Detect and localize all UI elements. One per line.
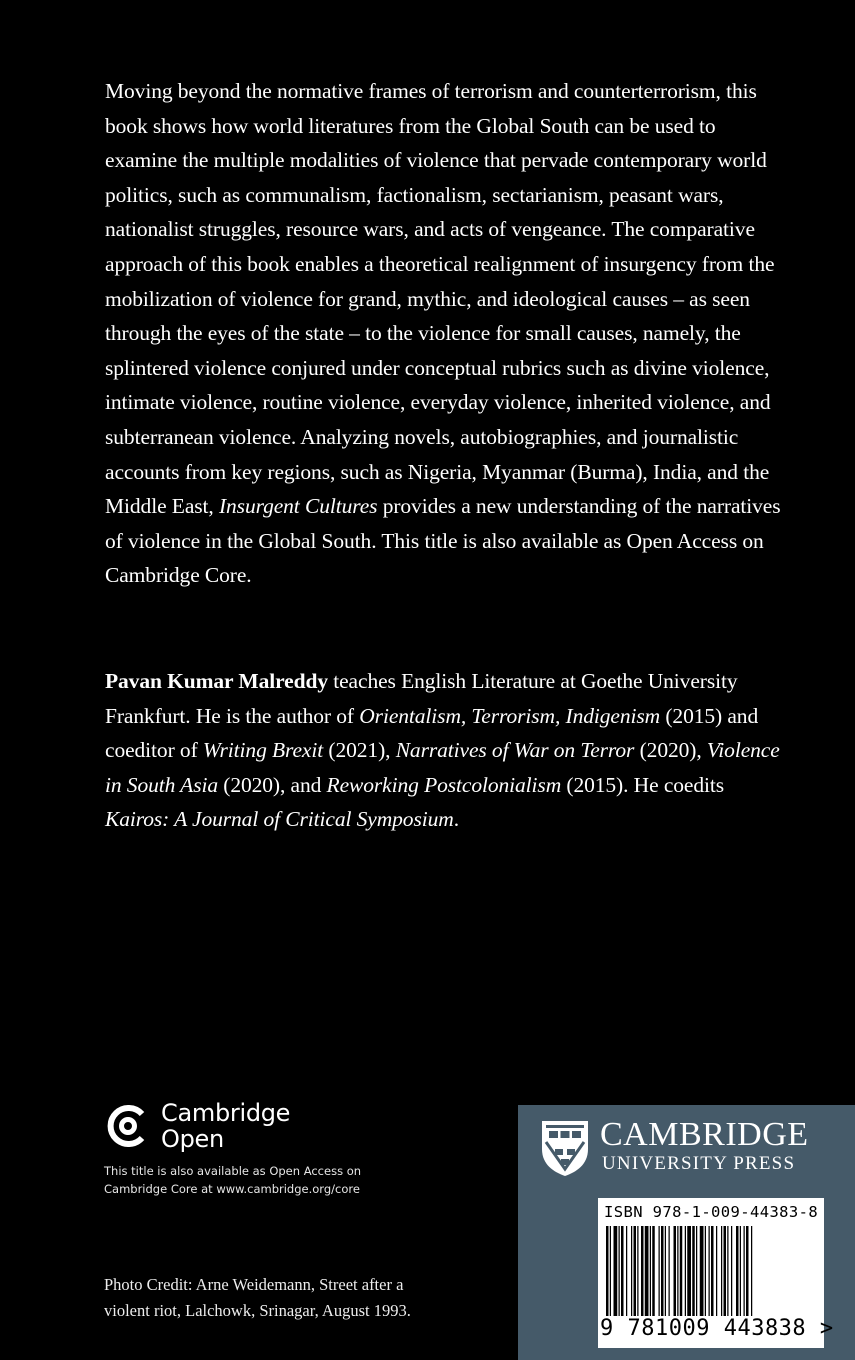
description-text: Moving beyond the normative frames of terrorism and counterterrorism, this book shows how world literatures from the Global South can be used to examine the multiple modalities of violence that pervade contemporary world politics, such as communalism, factionalism, sectarianism, peasant wars, nationalist struggles, resource wars, and acts of vengeance. The comparative approach of this book enables a theoretical realignment of insurgency from the mobilization of violence for grand, mythic, and ideological causes – as seen through the eyes of the state – to the violence for small causes, namely, the splintered violence conjured under conceptual rubrics such as divine violence, intimate violence, routine violence, everyday violence, inherited violence, and subterranean violence. Analyzing novels, autobiographies, and journalistic accounts from key regions, such as Nigeria, Myanmar (Burma), India, and the Middle East, (105, 79, 775, 519)
book-ref: Reworking Postcolonialism (326, 772, 562, 797)
barcode-digits: 9 781009 443838 > (600, 1316, 834, 1341)
author-name: Pavan Kumar Malreddy (105, 669, 328, 693)
book-ref: Narratives of War on Terror (395, 738, 635, 763)
journal-ref: Kairos: A Journal of Critical Symposium (105, 807, 454, 832)
book-ref: Orientalism, Terrorism, Indigenism (359, 703, 661, 728)
author-bio: Pavan Kumar Malreddy teaches English Literature at Goethe University Frankfurt. He is the author of Orientalism, Terrorism, Indigenism (2015) and coeditor of Writing Brexit (2021), Narratives of War on Terror (2020), Violence in South Asia (2020), and Reworking Postcolonialism (2015). He coedits Kairos: A Journal of Critical Symposium. (105, 669, 780, 832)
book-description (105, 74, 785, 593)
isbn-label: ISBN 978-1-009-44383-8 (604, 1203, 819, 1221)
university-crest-icon (540, 1119, 590, 1177)
isbn-barcode (598, 1198, 834, 1348)
book-ref: Writing Brexit (202, 738, 324, 763)
book-title-italic: Insurgent Cultures (218, 494, 378, 519)
publisher-panel (518, 1105, 855, 1360)
open-access-note: This title is also available as Open Access on Cambridge Core at www.cambridge.org/core (104, 1164, 362, 1196)
cambridge-open-logo-icon (104, 1102, 152, 1150)
barcode-bars (602, 1226, 820, 1316)
photo-credit: Photo Credit: Arne Weidemann, Street after a violent riot, Lalchowk, Srinagar, August 1993. (104, 1275, 411, 1320)
cambridge-open-wordmark: Cambridge Open (161, 1099, 291, 1153)
book-ref: Violence in South Asia (105, 738, 780, 797)
description-text-end: provides a new understanding of the narratives of violence in the Global South. This title is also available as Open Access on Cambridge Core. (105, 494, 781, 588)
publisher-name: CAMBRIDGE UNIVERSITY PRESS (600, 1116, 809, 1174)
